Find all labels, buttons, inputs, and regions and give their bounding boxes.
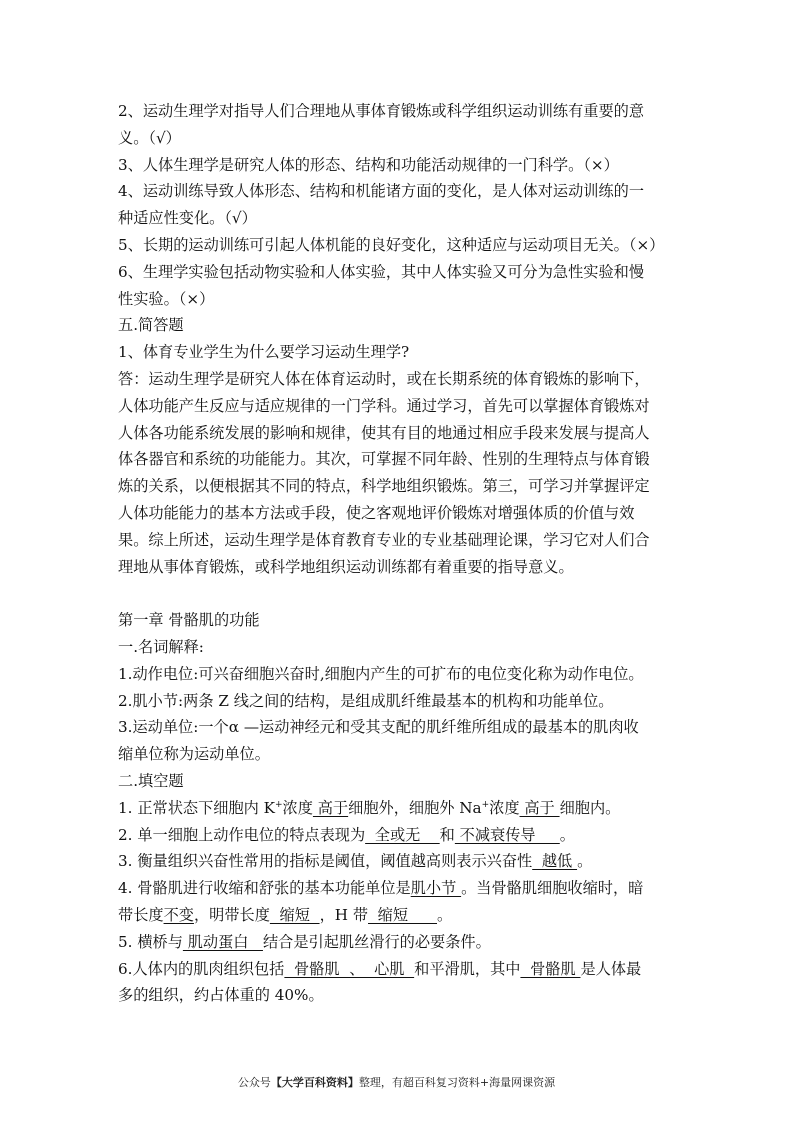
fill-question-4-cont: [118, 902, 678, 929]
fill-text: 浓度: [282, 798, 313, 817]
footer-text: 整理，有超百科复习资料+海量网课资源: [358, 1076, 556, 1089]
fill-text: 1. 正常状态下细胞内 K: [118, 798, 275, 817]
answer-line: 答：运动生理学是研究人体在体育运动时，或在长期系统的体育锻炼的影响下，: [118, 369, 650, 388]
fill-question-4: [118, 875, 678, 902]
fill-text: 6.人体内的肌肉组织包括: [118, 959, 285, 978]
page-footer: [0, 1074, 793, 1090]
fill-text: 。: [577, 852, 593, 871]
blank-line: [118, 580, 678, 607]
tf-item-5: 5、长期的运动训练可引起人体机能的良好变化，这种适应与运动项目无关。（×）: [118, 235, 665, 254]
fill-answer: 缩短: [368, 905, 438, 924]
fill-answer: 骨骼肌: [520, 959, 581, 978]
tf-item-2: 2、运动生理学对指导人们合理地从事体育锻炼或科学组织运动训练有重要的意: [118, 102, 645, 120]
tf-item-2-cont: 义。（√）: [118, 128, 181, 147]
fill-question-1: [118, 795, 678, 822]
section5-question: 1、体育专业学生为什么要学习运动生理学?: [118, 343, 410, 362]
fill-answer: 不变: [163, 905, 194, 924]
fill-text: ，H 带: [319, 905, 369, 924]
document-body: [118, 98, 678, 1009]
fill-text: 。: [437, 905, 453, 924]
fill-answer: 骨骼肌 、 心肌: [284, 959, 415, 978]
fill-text: 和: [439, 825, 455, 844]
fill-text: 是人体最: [580, 959, 642, 978]
fill-text: 和平滑肌，其中: [414, 959, 521, 978]
term-item: 3.运动单位:一个α —运动神经元和受其支配的肌纤维所组成的最基本的肌肉收: [118, 718, 639, 737]
fill-text: 4. 骨骼肌进行收缩和舒张的基本功能单位是: [118, 879, 411, 898]
fill-text: 2. 单一细胞上动作电位的特点表现为: [118, 825, 366, 844]
answer-line: 果。综上所述，运动生理学是体育教育专业的专业基础理论课，学习它对人们合: [118, 530, 650, 549]
tf-item-4-cont: 种适应性变化。（√）: [118, 209, 257, 228]
fill-answer: 肌小节: [410, 879, 462, 898]
fill-answer: 缩短: [269, 905, 320, 924]
fill-answer: 高于: [519, 798, 560, 817]
fill-text: ，明带长度: [193, 905, 270, 924]
answer-line: 人体功能产生反应与适应规律的一门学科。通过学习，首先可以掌握体育锻炼对: [118, 396, 650, 415]
fill-text: 3. 衡量组织兴奋性常用的指标是阈值，阈值越高则表示兴奋性: [118, 852, 533, 871]
tf-item-6-cont: 性实验。（×）: [118, 289, 215, 308]
fill-answer: 全或无: [365, 825, 440, 844]
chapter-title: 第一章 骨骼肌的功能: [118, 611, 260, 630]
fill-text: 结合是引起肌丝滑行的必要条件。: [262, 932, 491, 951]
fill-question-2: [118, 822, 678, 849]
fill-text: 浓度: [489, 798, 520, 817]
fill-answer: 不减衰传导: [454, 825, 560, 844]
fill-text: 。当骨骼肌细胞收缩时，暗: [461, 879, 644, 898]
terms-title: 一.名词解释:: [118, 637, 204, 656]
fill-answer: 高于: [312, 798, 349, 817]
footer-text: 公众号: [237, 1076, 271, 1089]
tf-item-4: 4、运动训练导致人体形态、结构和机能诸方面的变化，是人体对运动训练的一: [118, 182, 645, 201]
tf-item-3: 3、人体生理学是研究人体的形态、结构和功能活动规律的一门科学。（×）: [118, 155, 619, 174]
fill-text: 5. 横桥与: [118, 932, 183, 951]
fill-text: 细胞内。: [559, 798, 621, 817]
fill-title: 二.填空题: [118, 771, 184, 790]
fill-answer: 肌动蛋白: [182, 932, 263, 951]
footer-highlight: 【大学百科资料】: [270, 1076, 359, 1089]
fill-text: 。: [559, 825, 575, 844]
fill-text: 细胞外，细胞外 Na: [348, 798, 482, 817]
answer-line: 人体各功能系统发展的影响和规律，使其有目的地通过相应手段来发展与提高人: [118, 423, 650, 442]
answer-line: 人体功能能力的基本方法或手段，使之客观地评价锻炼对增强体质的价值与效: [118, 503, 635, 522]
fill-answer: 越低: [532, 852, 578, 871]
fill-question-5: [118, 929, 678, 956]
fill-question-3: [118, 848, 678, 875]
answer-line: 炼的关系，以便根据其不同的特点，科学地组织锻炼。第三，可学习并掌握评定: [118, 477, 650, 496]
tf-item-6: 6、生理学实验包括动物实验和人体实验，其中人体实验又可分为急性实验和慢: [118, 262, 645, 281]
answer-line: 体各器官和系统的功能能力。其次，可掌握不同年龄、性别的生理特点与体育锻: [118, 450, 650, 469]
term-item: 1.动作电位:可兴奋细胞兴奋时,细胞内产生的可扩布的电位变化称为动作电位。: [118, 664, 644, 683]
superscript: +: [481, 799, 490, 810]
fill-question-6-cont: 多的组织，约占体重的 40%。: [118, 986, 324, 1005]
term-item: 2.肌小节:两条 Z 线之间的结构，是组成肌纤维最基本的机构和功能单位。: [118, 691, 614, 710]
fill-question-6: [118, 956, 678, 983]
term-item: 缩单位称为运动单位。: [118, 745, 270, 764]
fill-text: 带长度: [118, 905, 164, 924]
superscript: +: [275, 799, 283, 810]
answer-line: 理地从事体育锻炼，或科学地组织运动训练都有着重要的指导意义。: [118, 557, 574, 576]
section5-title: 五.简答题: [118, 316, 184, 335]
